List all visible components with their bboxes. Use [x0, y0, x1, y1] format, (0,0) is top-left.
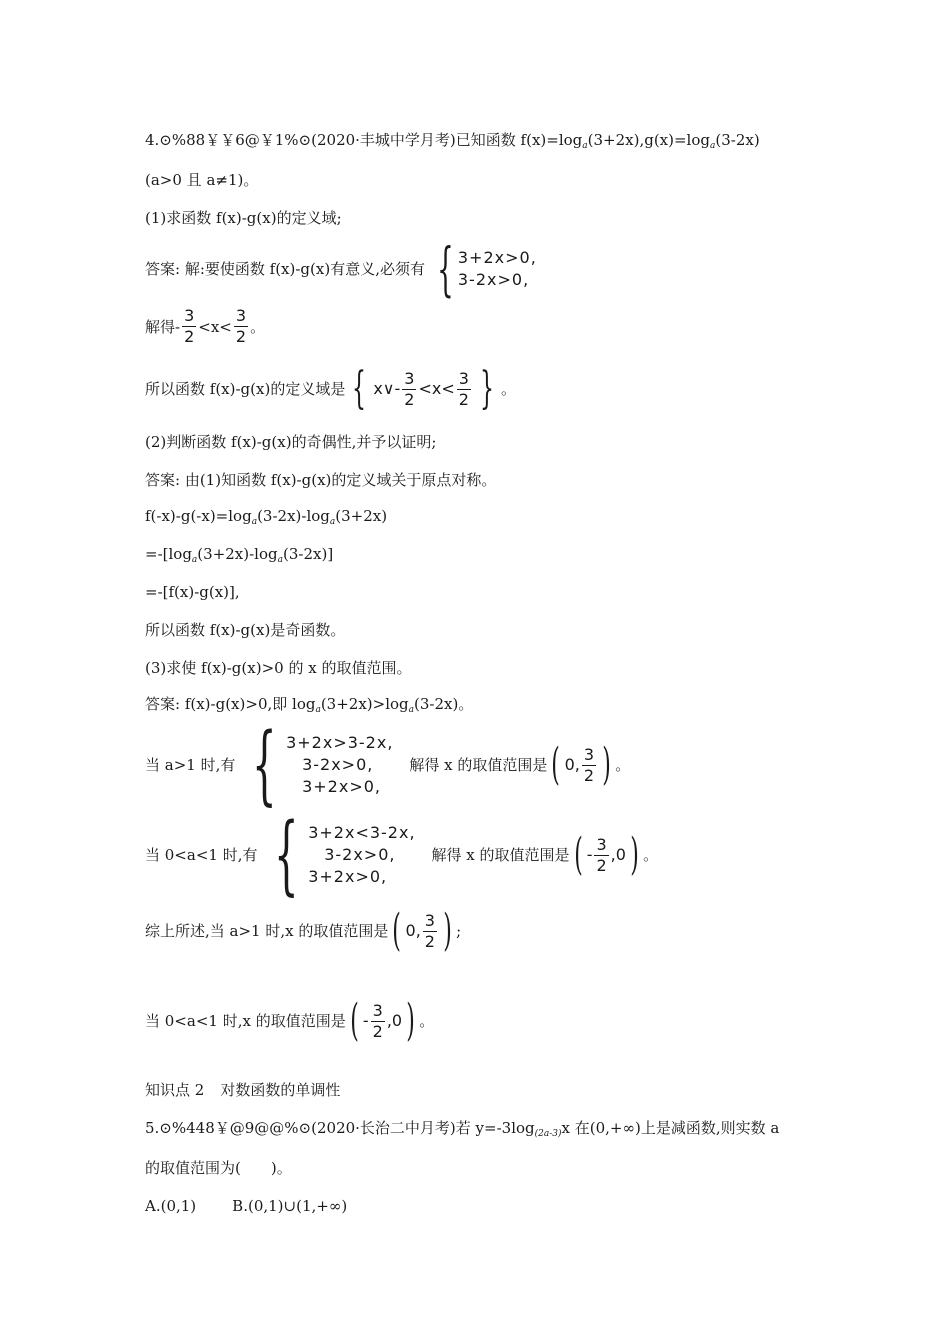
system-case1: { 3+2x>3-2x, 3-2x>0, 3+2x>0,	[252, 715, 394, 815]
q4-answer1: 答案: 解:要使函数 f(x)-g(x)有意义,必须有 { 3+2x>0, 3-2x>0,	[145, 235, 537, 303]
section-heading: 知识点 2 对数函数的单调性	[145, 1081, 341, 1099]
system-case2: { 3+2x<3-2x, 3-2x>0, 3+2x>0,	[274, 805, 416, 905]
q4-eq3: =-[f(x)-g(x)],	[145, 583, 240, 601]
q4-case1: 当 a>1 时,有 { 3+2x>3-2x, 3-2x>0, 3+2x>0, 解得 x 的取值范围是 ( 0, $\frac{3}{2}$ ) 。	[145, 715, 631, 815]
q4-solve1: 解得- $\frac{3}{2}$ <x< $\frac{3}{2}$ 。	[145, 306, 266, 346]
q4-part1: (1)求函数 f(x)-g(x)的定义域;	[145, 209, 342, 227]
q4-summary2: 当 0<a<1 时,x 的取值范围是 ( - $\frac{3}{2}$ ,0 ) 。	[145, 995, 435, 1046]
q5-options	[145, 1196, 347, 1216]
q5-stem-line2: 的取值范围为( )。	[145, 1159, 292, 1177]
fraction-3-2: $\frac{3}{2}$	[235, 306, 247, 346]
q4-eq1: $f(-x)-g(-x)=\log_a(3-2x)-\log_a(3+2x)$	[145, 507, 388, 527]
fraction-3-2: $\frac{3}{2}$	[458, 368, 469, 409]
option-a[interactable]: A.(0,1)	[145, 1197, 197, 1215]
q4-summary1: 综上所述,当 a>1 时,x 的取值范围是 ( 0, $\frac{3}{2}$ ) ;	[145, 905, 462, 956]
system-1: { 3+2x>0, 3-2x>0,	[437, 235, 537, 303]
interval-0-3/2: ( 0, $\frac{3}{2}$ )	[551, 739, 611, 790]
fraction-3-2: $\frac{3}{2}$	[184, 306, 195, 346]
interval-neg3/2-0: ( - $\frac{3}{2}$ ,0 )	[573, 829, 639, 880]
q4-answer3: 答案: f(x)-g(x)>0,即 $\log_a(3+2x)>\log_a(3-2x)$。	[145, 695, 474, 715]
q4-odd-conclusion: 所以函数 f(x)-g(x)是奇函数。	[145, 621, 346, 639]
q4-eq2: $=-[\log_a(3+2x)-\log_a(3-2x)]$	[145, 545, 334, 565]
option-b[interactable]: B.(0,1)∪(1,+∞)	[232, 1197, 348, 1215]
q4-stem-line1: 4.⊙%88￥￥6@￥1%⊙(2020·丰城中学月考)已知函数 $f(x)=\log_a(3+2x),g(x)=\log_a(3-2x)$	[145, 131, 760, 151]
q5-stem-line1: 5.⊙%448￥@9@@%⊙(2020·长治二中月考)若 $y=-3\log_{(2a-3)}x$ 在(0,+∞)上是减函数,则实数 a	[145, 1119, 780, 1139]
q4-part3: (3)求使 f(x)-g(x)>0 的 x 的取值范围。	[145, 659, 412, 677]
fraction-3-2: $\frac{3}{2}$	[404, 368, 415, 409]
q4-case2: 当 0<a<1 时,有 { 3+2x<3-2x, 3-2x>0, 3+2x>0, 解得 x 的取值范围是 ( - $\frac{3}{2}$ ,0 ) 。	[145, 805, 659, 905]
q4-answer2: 答案: 由(1)知函数 f(x)-g(x)的定义域关于原点对称。	[145, 471, 497, 489]
q4-part2: (2)判断函数 f(x)-g(x)的奇偶性,并予以证明;	[145, 433, 437, 451]
q4-stem-line2: (a>0 且 a≠1)。	[145, 171, 259, 189]
q4-domain: 所以函数 f(x)-g(x)的定义域是 { x∨- $\frac{3}{2}$ <x< $\frac{3}{2}$ } 。	[145, 363, 516, 414]
